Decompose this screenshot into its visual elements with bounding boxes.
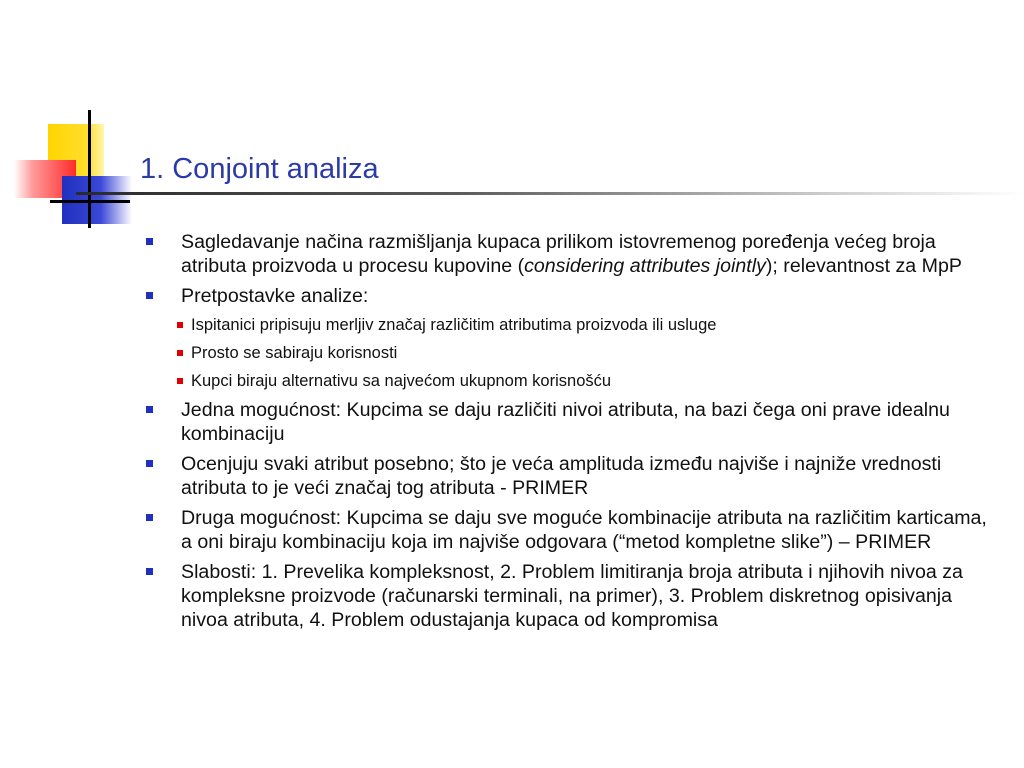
slide-content [146, 230, 996, 638]
bullet-item [146, 398, 996, 446]
sub-bullet-text: Ispitanici pripisuju merljiv značaj različitim atributima proizvoda ili usluge [191, 316, 717, 334]
bullet-text: Druga mogućnost: Kupcima se daju sve moguće kombinacije atributa na različitim karticama, a oni biraju kombinaciju koja im najviše odgovara (“metod kompletne slike”) – PRIMER [181, 507, 987, 553]
bullet-text: Sagledavanje načina razmišljanja kupaca prilikom istovremenog poređenja većeg broja atributa proizvoda u procesu kupovine ( [181, 231, 936, 277]
sub-bullet-list [111, 314, 996, 392]
bullet-square-icon [146, 292, 153, 299]
bullet-text: Jedna mogućnost: Kupcima se daju različiti nivoi atributa, na bazi čega oni prave idealnu kombinaciju [181, 399, 950, 445]
bullet-square-icon [146, 514, 153, 521]
bullet-text: Ocenjuju svaki atribut posebno; što je veća amplituda između najviše i najniže vrednosti atributa to je veći značaj tog atributa - PRIMER [181, 453, 942, 499]
bullet-text: Slabosti: 1. Prevelika kompleksnost, 2. Problem limitiranja broja atributa i njihovih nivoa za kompleksne proizvode (računarski terminali, na primer), 3. Problem diskretnog opisivanja nivoa atributa, 4. Problem odustajanja kupaca od kompromisa [181, 561, 963, 631]
logo-horizontal-line [50, 200, 130, 203]
slide-title: 1. Conjoint analiza [140, 153, 379, 185]
bullet-text: Pretpostavke analize: [181, 285, 369, 307]
title-rule [76, 192, 1024, 195]
bullet-item [146, 452, 996, 500]
bullet-item [146, 230, 996, 278]
sub-bullet-item [146, 342, 996, 364]
sub-bullet-square-icon [177, 322, 183, 328]
bullet-item [146, 284, 996, 308]
sub-bullet-text: Prosto se sabiraju korisnosti [191, 344, 398, 362]
bullet-item [146, 506, 996, 554]
bullet-square-icon [146, 460, 153, 467]
sub-bullet-item [146, 314, 996, 336]
bullet-text: ); relevantnost za MpP [765, 255, 962, 277]
sub-bullet-text: Kupci biraju alternativu sa najvećom ukupnom korisnošću [191, 372, 612, 390]
sub-bullet-item [146, 370, 996, 392]
bullet-italic-text: considering attributes jointly [524, 255, 766, 277]
bullet-square-icon [146, 406, 153, 413]
logo-vertical-line [88, 110, 91, 228]
sub-bullet-square-icon [177, 378, 183, 384]
sub-bullet-square-icon [177, 350, 183, 356]
bullet-item [146, 560, 996, 632]
bullet-square-icon [146, 568, 153, 575]
bullet-square-icon [146, 238, 153, 245]
